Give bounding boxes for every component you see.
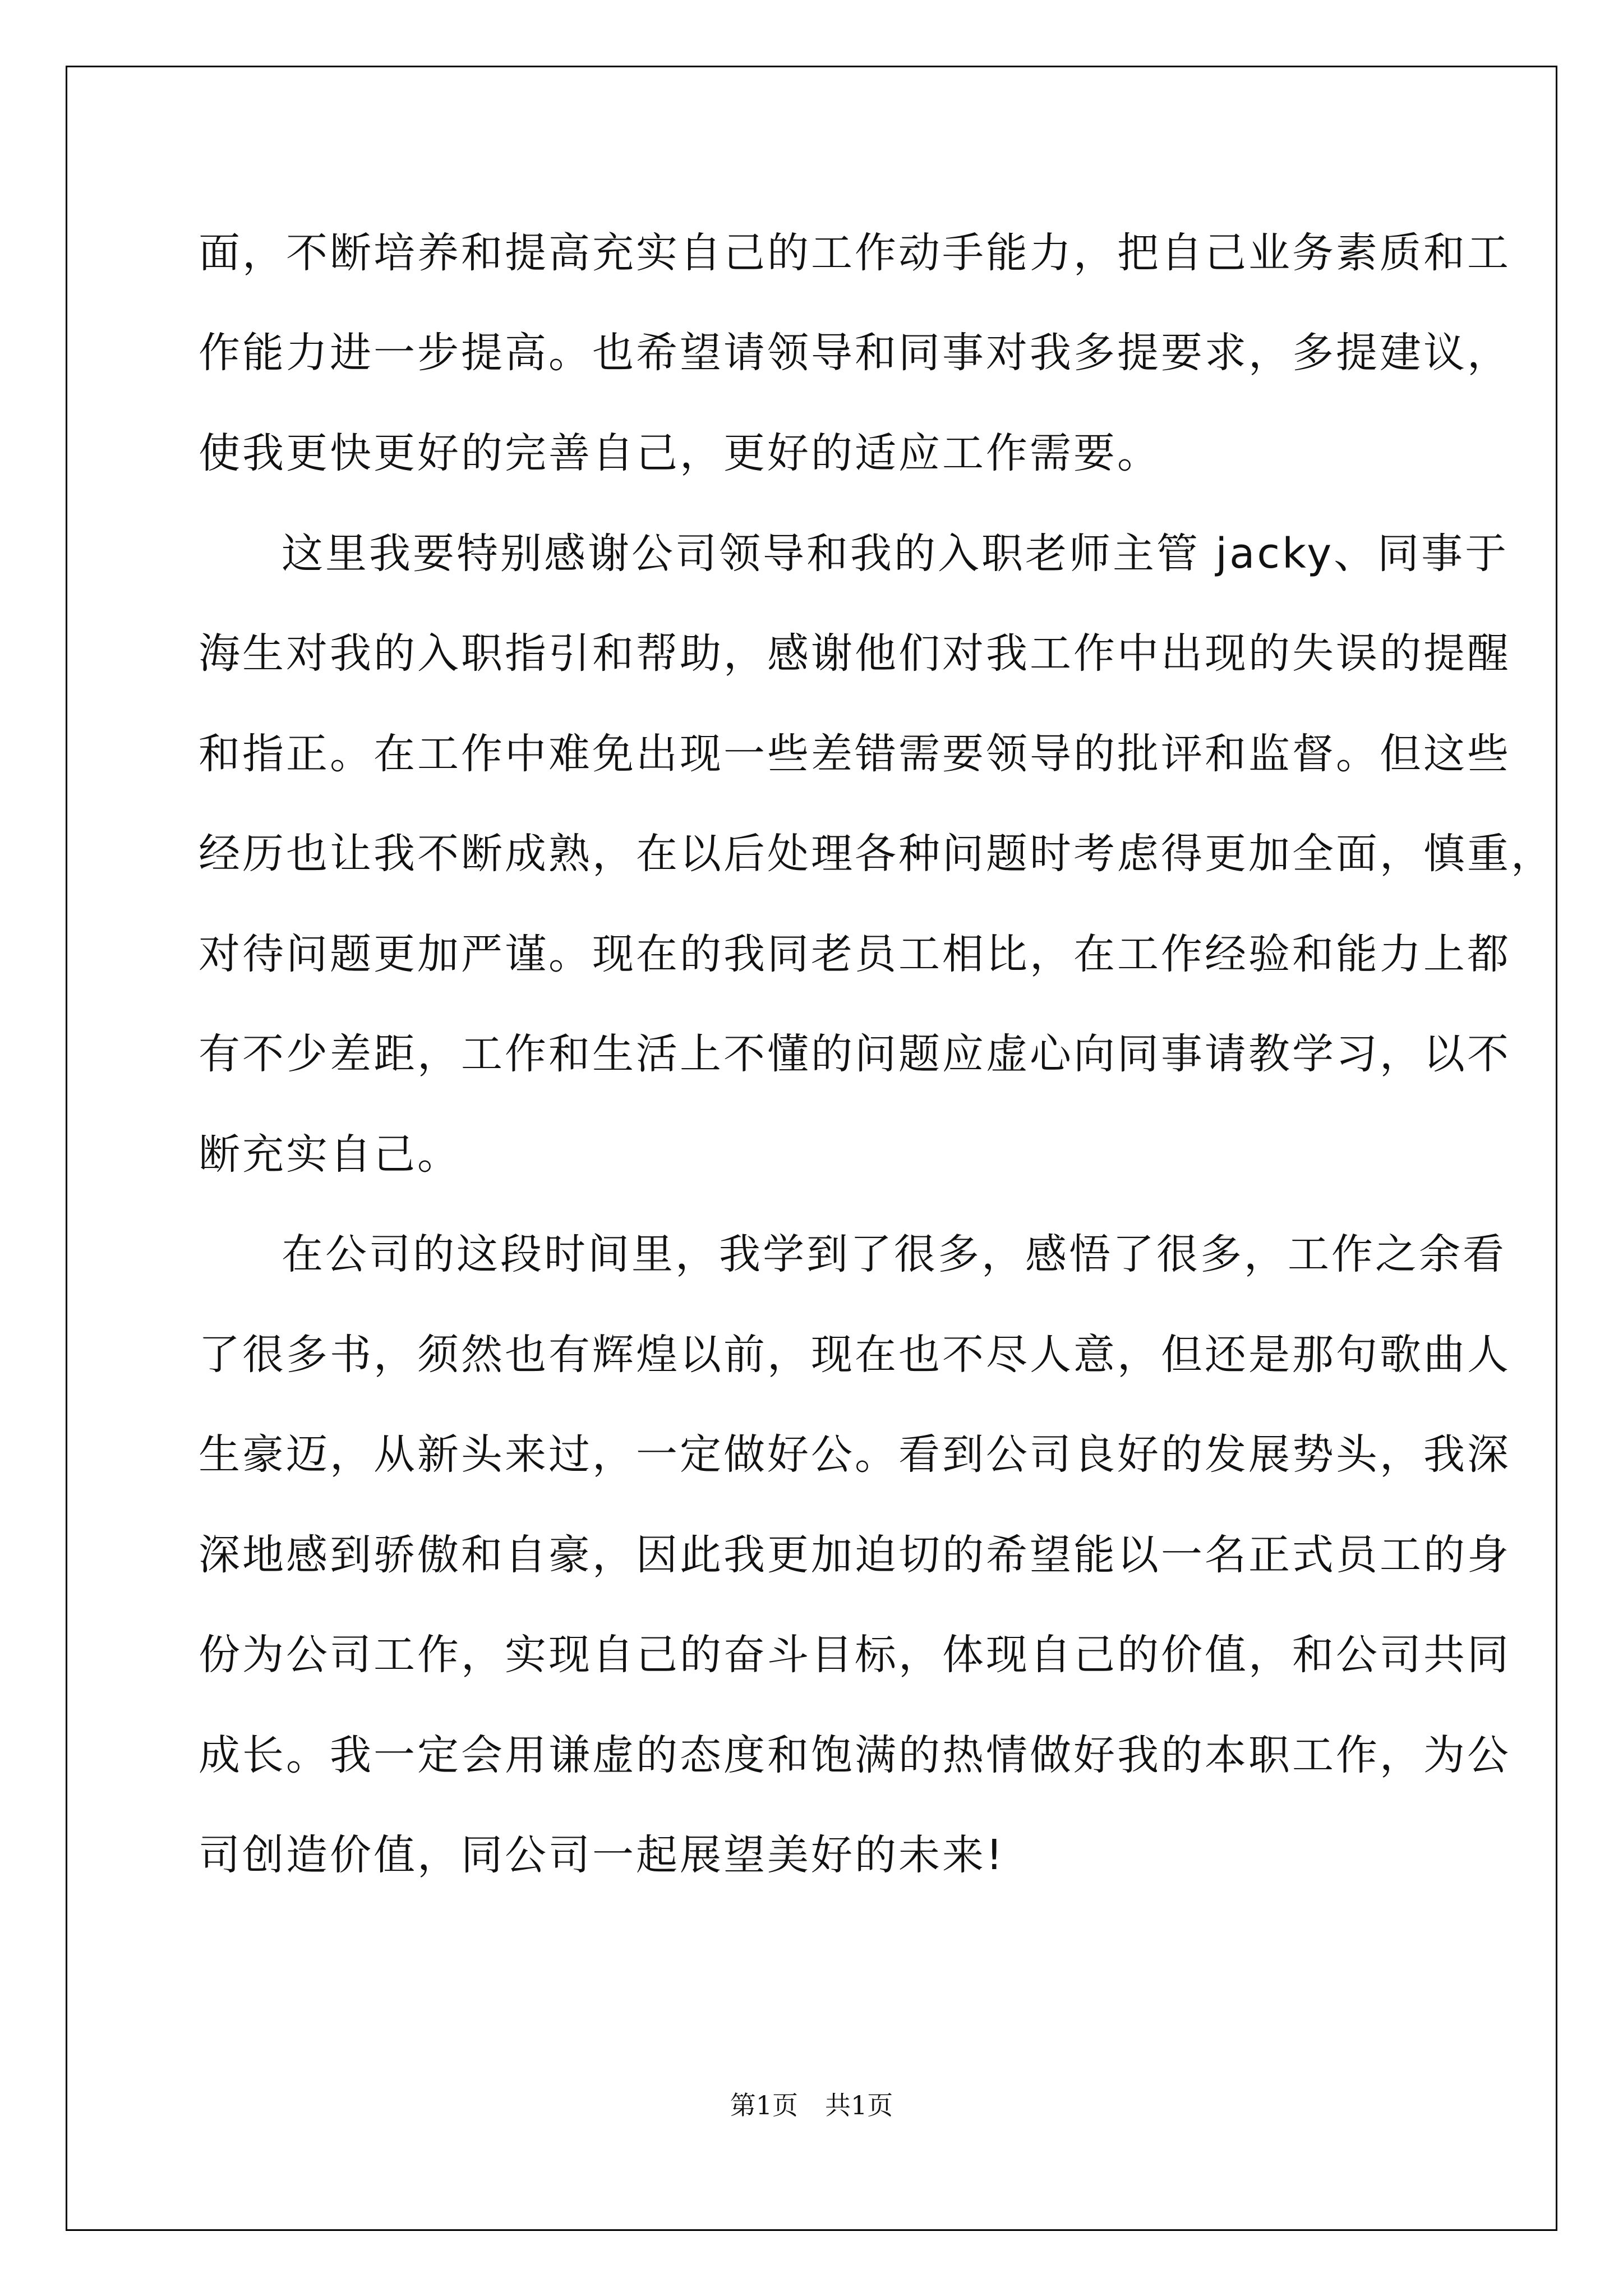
- paragraph-3-line-4: 深地感到骄傲和自豪，因此我更加迫切的希望能以一名正式员工的身: [199, 1531, 1511, 1579]
- paragraph-2-line-1: 这里我要特别感谢公司领导和我的入职老师主管 jacky、同事于: [282, 530, 1509, 578]
- paragraph-1-line-1: 面，不断培养和提高充实自己的工作动手能力，把自己业务素质和工: [199, 229, 1511, 277]
- paragraph-3-line-3: 生豪迈，从新头来过，一定做好公。看到公司良好的发展势头，我深: [199, 1430, 1511, 1479]
- paragraph-2-line-4: 经历也让我不断成熟，在以后处理各种问题时考虑得更加全面，慎重，: [199, 830, 1555, 878]
- paragraph-2-line-7: 断充实自己。: [199, 1130, 461, 1179]
- paragraph-2-line-2: 海生对我的入职指引和帮助，感谢他们对我工作中出现的失误的提醒: [199, 629, 1511, 678]
- paragraph-3-line-1: 在公司的这段时间里，我学到了很多，感悟了很多，工作之余看: [282, 1230, 1506, 1278]
- paragraph-2-line-3: 和指正。在工作中难免出现一些差错需要领导的批评和监督。但这些: [199, 730, 1511, 778]
- paragraph-3-line-2: 了很多书，须然也有辉煌以前，现在也不尽人意，但还是那句歌曲人: [199, 1331, 1511, 1379]
- paragraph-3-line-7: 司创造价值，同公司一起展望美好的未来!: [199, 1831, 1005, 1879]
- page-number: 第1页: [730, 2090, 798, 2120]
- paragraph-2-line-5: 对待问题更加严谨。现在的我同老员工相比，在工作经验和能力上都: [199, 930, 1511, 978]
- page-total: 共1页: [825, 2090, 893, 2120]
- paragraph-1-line-3: 使我更快更好的完善自己，更好的适应工作需要。: [199, 429, 1161, 477]
- paragraph-1-line-2: 作能力进一步提高。也希望请领导和同事对我多提要求，多提建议，: [199, 329, 1511, 377]
- page-footer: [0, 2088, 1623, 2122]
- paragraph-2-line-6: 有不少差距，工作和生活上不懂的问题应虚心向同事请教学习，以不: [199, 1030, 1511, 1078]
- paragraph-3-line-5: 份为公司工作，实现自己的奋斗目标，体现自己的价值，和公司共同: [199, 1631, 1511, 1679]
- paragraph-3-line-6: 成长。我一定会用谦虚的态度和饱满的热情做好我的本职工作，为公: [199, 1731, 1511, 1779]
